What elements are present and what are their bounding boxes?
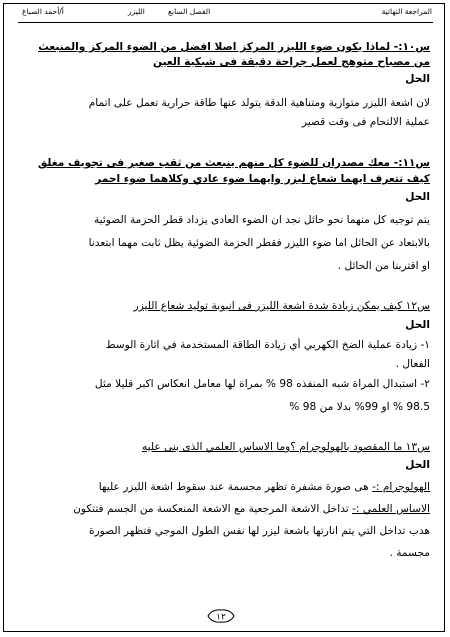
- q12-point-2-line-2: 98.5 % او 99% بدلا من 98 %: [289, 401, 430, 413]
- header-author: أ/أحمد الصباغ: [22, 7, 64, 16]
- q10-question-line-2: من مصباح متوهج لعمل جراحة دقيقة فى شبكية العين: [153, 56, 430, 68]
- q13-term-basis: الاساس العلمي :-: [352, 503, 430, 515]
- q11-question-line-2: كيف تتعرف ايهما شعاع ليزر وايهما ضوء عادي وكلاهما ضوء احمر: [95, 173, 430, 185]
- q13-term-hologram: الهولوجرام :-: [372, 481, 430, 493]
- q12-point-1-line-1: ١- زيادة عملية الضخ الكهربي أي زيادة الطاقة المستخدمة في اثارة الوسط: [105, 339, 430, 351]
- q12-question: س١٢ كيف يمكن زيادة شدة اشعة الليزر فى انبوبة توليد شعاع الليزر: [133, 300, 430, 312]
- q12-point-1-line-2: الفعال .: [395, 358, 430, 370]
- header-topic: الليزر: [128, 7, 145, 16]
- q11-answer-line-3: او اقتربنا من الحائل .: [337, 260, 430, 272]
- q12-answer-label: الحل: [405, 319, 430, 331]
- q10-answer-line-2: عملية الالتحام فى وقت قصير: [301, 116, 430, 128]
- q13-answer-label: الحل: [405, 459, 430, 471]
- q13-scientific-basis: الاساس العلمي :- تداخل الاشعة المرجعية مع الاشعة المنعكسة من الجسم فتتكون: [73, 503, 430, 515]
- q11-answer-line-1: يتم توجيه كل منهما نحو حائل نجد ان الضوء العادى يزداد قطر الحزمة الضوئية: [93, 214, 430, 226]
- page-header: [0, 7, 450, 21]
- q10-answer-label: الحل: [405, 73, 430, 85]
- q10-question-line-1: س١٠:- لماذا يكون ضوء الليزر المركز اصلا افضل من الضوء المركز والمنبعث: [38, 41, 430, 53]
- page-number: ١٢: [216, 612, 226, 623]
- q13-hologram-definition: الهولوجرام :- هى صورة مشفرة تظهر مجسمة عند سقوط اشعة الليزر عليها: [98, 481, 430, 493]
- page-number-badge: [206, 607, 236, 625]
- q10-answer-line-1: لان اشعة الليزر متوازية ومتناهية الدقة يتولد عنها طاقة حرارية تعمل على اتمام: [88, 97, 430, 109]
- header-divider: [18, 22, 433, 23]
- q11-answer-label: الحل: [405, 191, 430, 203]
- q11-answer-line-2: بالابتعاد عن الحائل اما ضوء الليزر فقطر الحزمة الضوئية يظل ثابت مهما ابتعدنا: [88, 237, 430, 249]
- header-doc-title: المراجعة النهائية: [381, 7, 432, 16]
- q13-line-3: هدب تداخل التي يتم انارتها باشعة ليزر لها نفس الطول الموجي فتظهر الصورة: [89, 525, 430, 537]
- page-number-ornament-icon: [206, 607, 236, 625]
- header-chapter: الفصل السابع: [168, 7, 211, 16]
- q12-point-2-line-1: ٢- استبدال المراة شبه المنفذه 98 % بمراة لها معامل انعكاس اكبر قليلا مثل: [94, 378, 430, 390]
- q13-line-4: مجسمة .: [389, 547, 430, 559]
- q11-question-line-1: س١١:- معك مصدران للضوء كل منهم ينبعث من ثقب صغير فى تجويف مغلق: [37, 157, 430, 169]
- q13-question: س١٣ ما المقصود بالهولوجرام ؟وما الاساس العلمي الذى بنى عليه: [141, 441, 430, 453]
